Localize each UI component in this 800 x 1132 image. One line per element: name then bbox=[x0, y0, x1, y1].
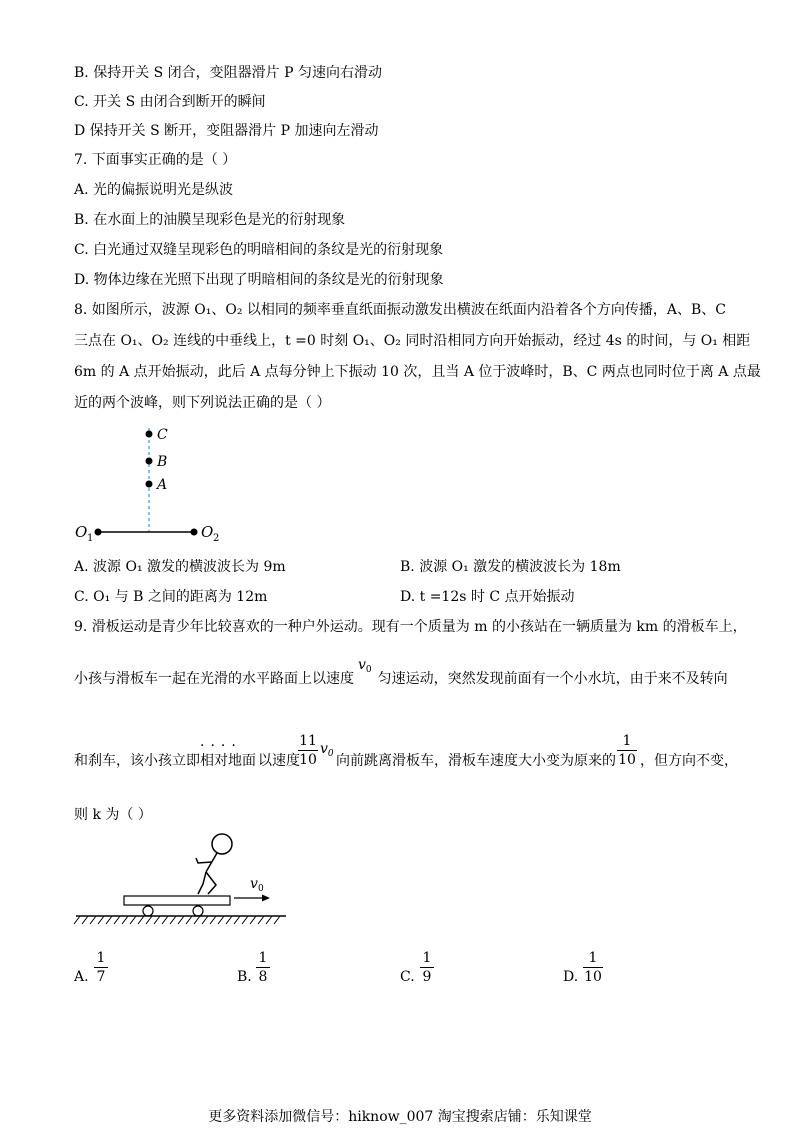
q9-option-d-label: D. bbox=[563, 969, 579, 985]
q9-skateboard-figure bbox=[72, 830, 292, 930]
q9-option-c-fraction bbox=[420, 950, 434, 985]
point-b-dot bbox=[146, 458, 153, 465]
q7-option-d: D. 物体边缘在光照下出现了明暗相间的条纹是光的衍射现象 bbox=[74, 272, 444, 288]
fraction-denominator: 9 bbox=[422, 969, 432, 985]
v0-letter: v bbox=[320, 741, 328, 757]
point-a-label: A bbox=[157, 477, 168, 493]
fraction-numerator: 1 bbox=[622, 733, 632, 749]
q9-option-d-fraction bbox=[583, 950, 603, 985]
q7-option-c: C. 白光通过双缝呈现彩色的明暗相间的条纹是光的衍射现象 bbox=[74, 242, 444, 258]
fraction-denominator: 8 bbox=[258, 969, 268, 985]
q9-line2-text-a: 小孩与滑板车一起在光滑的水平路面上以速度 bbox=[74, 671, 354, 687]
fraction-bar bbox=[583, 967, 603, 968]
child-head bbox=[212, 834, 232, 854]
fraction-11-over-10 bbox=[298, 733, 318, 768]
v0-symbol bbox=[358, 657, 372, 673]
q9-stem-line-2 bbox=[74, 657, 728, 688]
q9-stem-line-1: 9. 滑板运动是青少年比较喜欢的一种户外运动。现有一个质量为 m 的小孩站在一辆质量为 km 的滑板车上， bbox=[74, 619, 747, 635]
child-leg-back bbox=[198, 872, 206, 894]
q8-option-a: A. 波源 O₁ 激发的横波波长为 9m bbox=[74, 559, 286, 575]
q8-stem-line-1: 8. 如图所示，波源 O₁、O₂ 以相同的频率垂直纸面振动激发出横波在纸面内沿着各个方向传播，A、B、C bbox=[74, 302, 726, 318]
q8-stem-line-2: 三点在 O₁、O₂ 连线的中垂线上，t =0 时刻 O₁、O₂ 同时沿相同方向开始振动，经过 4s 的时间，与 O₁ 相距 bbox=[74, 333, 751, 349]
child-arm bbox=[196, 858, 212, 863]
source-o1-subscript: 1 bbox=[87, 533, 94, 544]
q9-option-a-fraction bbox=[94, 950, 108, 985]
point-b-label: B bbox=[157, 454, 168, 470]
q9-option-c-label: C. bbox=[400, 969, 415, 985]
fraction-numerator: 11 bbox=[299, 733, 317, 749]
fraction-bar bbox=[298, 750, 318, 751]
fraction-numerator: 1 bbox=[588, 950, 598, 966]
child-leg-front bbox=[206, 872, 216, 894]
q9-emphasis-text: 相对地面 bbox=[200, 753, 256, 769]
fraction-bar bbox=[420, 967, 434, 968]
source-o1-dot bbox=[95, 529, 102, 536]
velocity-arrow-head bbox=[262, 895, 270, 902]
skateboard-deck bbox=[124, 896, 230, 905]
fraction-bar bbox=[94, 967, 108, 968]
fraction-numerator: 1 bbox=[96, 950, 106, 966]
fraction-denominator: 10 bbox=[584, 969, 602, 985]
q8-option-c: C. O₁ 与 B 之间的距离为 12m bbox=[74, 589, 268, 605]
point-c-dot bbox=[146, 431, 153, 438]
q9-option-b-fraction bbox=[256, 950, 270, 985]
v0-symbol-2 bbox=[320, 740, 334, 758]
q7-option-b: B. 在水面上的油膜呈现彩色是光的衍射现象 bbox=[74, 212, 346, 228]
emphasis-dots: ···· bbox=[200, 738, 242, 754]
q6-option-b: B. 保持开关 S 闭合，变阻器滑片 P 匀速向右滑动 bbox=[74, 65, 382, 81]
fraction-denominator: 7 bbox=[96, 969, 106, 985]
fraction-numerator: 1 bbox=[422, 950, 432, 966]
v0-subscript: 0 bbox=[327, 749, 334, 759]
fraction-1-over-10 bbox=[617, 733, 637, 768]
q9-stem-line-3-a: 和刹车，该小孩立即 bbox=[74, 753, 200, 769]
fraction-denominator: 10 bbox=[618, 752, 636, 768]
velocity-label-subscript: 0 bbox=[258, 884, 264, 894]
fraction-numerator: 1 bbox=[258, 950, 268, 966]
fraction-bar bbox=[256, 967, 270, 968]
q9-stem-line-4: 则 k 为（ ） bbox=[74, 807, 152, 823]
source-o2-label: O bbox=[201, 523, 214, 541]
q9-line2-text-b: 匀速运动，突然发现前面有一个小水坑，由于来不及转向 bbox=[377, 671, 728, 687]
skateboard-wheel-front bbox=[193, 906, 203, 916]
q6-option-c: C. 开关 S 由闭合到断开的瞬间 bbox=[74, 94, 266, 110]
q6-option-d: D 保持开关 S 断开，变阻器滑片 P 加速向左滑动 bbox=[74, 123, 379, 139]
q9-stem-line-3-d: ，但方向不变， bbox=[640, 753, 738, 769]
q9-stem-line-3-b: 以速度 bbox=[258, 753, 300, 769]
point-c-label: C bbox=[157, 427, 168, 443]
source-o1-label: O bbox=[75, 523, 88, 541]
velocity-label: v bbox=[250, 876, 258, 892]
page-footer: 更多资料添加微信号：hiknow_007 淘宝搜索店铺：乐知课堂 bbox=[208, 1109, 592, 1125]
v0-letter: v bbox=[358, 657, 366, 673]
q7-option-a: A. 光的偏振说明光是纵波 bbox=[74, 182, 234, 198]
point-a-dot bbox=[146, 481, 153, 488]
q7-stem: 7. 下面事实正确的是（ ） bbox=[74, 152, 237, 168]
ground-hatching bbox=[74, 916, 280, 924]
q8-wave-source-figure bbox=[70, 420, 240, 550]
q8-option-b: B. 波源 O₁ 激发的横波波长为 18m bbox=[400, 559, 621, 575]
source-o2-subscript: 2 bbox=[213, 533, 220, 544]
q8-stem-line-4: 近的两个波峰，则下列说法正确的是（ ） bbox=[74, 395, 331, 411]
skateboard-wheel-rear bbox=[143, 906, 153, 916]
q8-stem-line-3: 6m 的 A 点开始振动，此后 A 点每分钟上下振动 10 次，且当 A 位于波峰时，B、C 两点也同时位于离 A 点最 bbox=[74, 364, 761, 380]
q8-option-d: D. t =12s 时 C 点开始振动 bbox=[400, 589, 575, 605]
q9-stem-line-3-c: 向前跳离滑板车，滑板车速度大小变为原来的 bbox=[336, 753, 616, 769]
q9-option-b-label: B. bbox=[237, 969, 252, 985]
fraction-denominator: 10 bbox=[299, 752, 317, 768]
q9-option-a-label: A. bbox=[74, 969, 89, 985]
source-o2-dot bbox=[191, 529, 198, 536]
v0-subscript: 0 bbox=[365, 665, 372, 675]
fraction-bar bbox=[617, 750, 637, 751]
